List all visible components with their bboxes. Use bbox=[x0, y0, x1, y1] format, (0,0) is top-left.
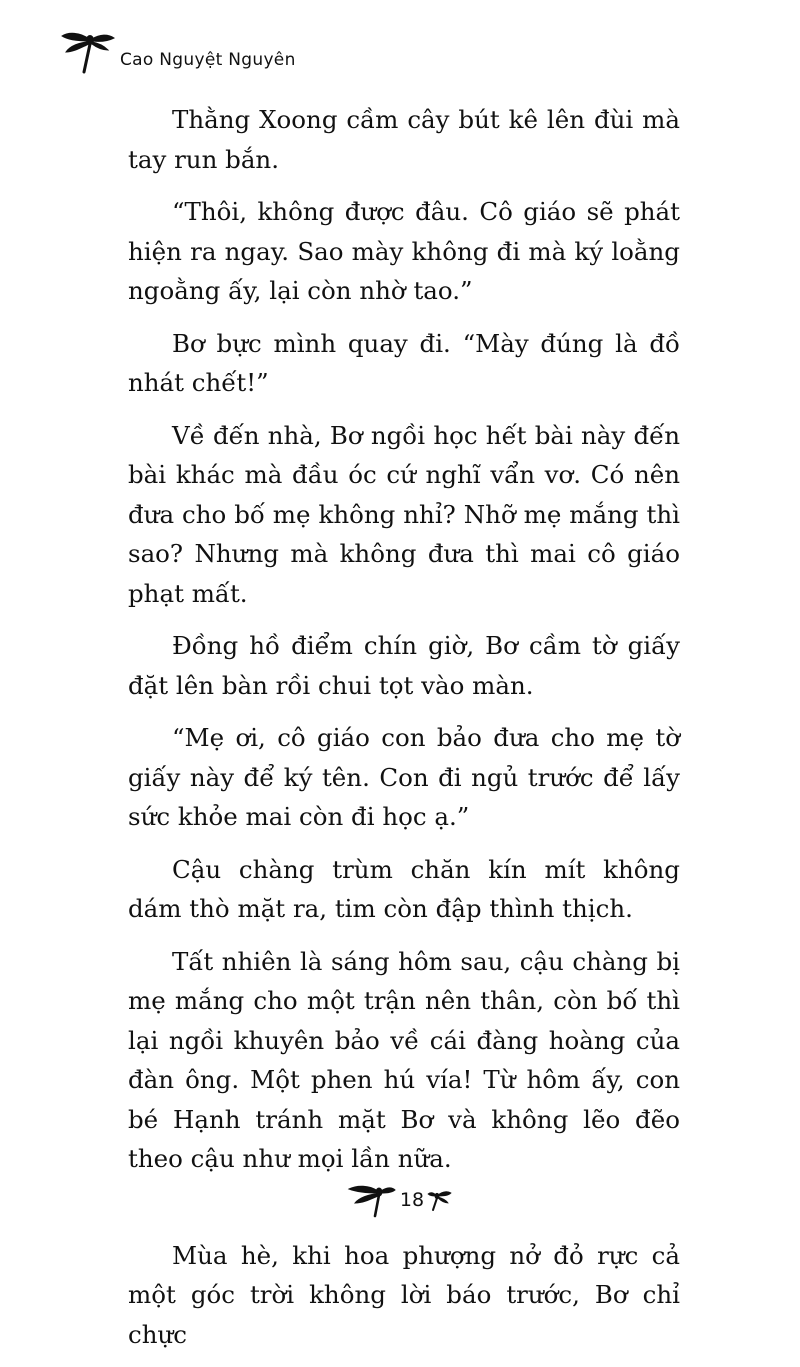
author-name: Cao Nguyệt Nguyên bbox=[120, 50, 296, 70]
paragraph: Bơ bực mình quay đi. “Mày đúng là đồ nhát chết!” bbox=[128, 328, 680, 397]
dragonfly-icon bbox=[60, 26, 116, 78]
paragraph: Cậu chàng trùm chăn kín mít không dám thò mặt ra, tim còn đập thình thịch. bbox=[128, 854, 680, 923]
page-header bbox=[60, 22, 296, 82]
page-number: 18 bbox=[399, 1189, 425, 1211]
paragraph: “Mẹ ơi, cô giáo con bảo đưa cho mẹ tờ giấy này để ký tên. Con đi ngủ trước để lấy sức khỏe mai còn đi học ạ.” bbox=[128, 723, 680, 831]
paragraph: “Thôi, không được đâu. Cô giáo sẽ phát hiện ra ngay. Sao mày không đi mà ký loằng ngoằng ấy, lại còn nhờ tao.” bbox=[128, 197, 680, 305]
paragraph: Về đến nhà, Bơ ngồi học hết bài này đến bài khác mà đầu óc cứ nghĩ vẩn vơ. Có nên đưa cho bố mẹ không nhỉ? Nhỡ mẹ mắng thì sao? Nhưng mà không đưa thì mai cô giáo phạt mất. bbox=[128, 420, 680, 608]
paragraph: Thằng Xoong cầm cây bút kê lên đùi mà tay run bắn. bbox=[128, 105, 680, 174]
page-footer bbox=[0, 1180, 800, 1220]
dragonfly-icon bbox=[347, 1180, 397, 1220]
paragraph: Tất nhiên là sáng hôm sau, cậu chàng bị mẹ mắng cho một trận nên thân, còn bố thì lại ngồi khuyên bảo về cái đàng hoàng của đàn ông. Một phen hú vía! Từ hôm ấy, con bé Hạnh tránh mặt Bơ và không lẽo đẽo theo cậu như mọi lần nữa. bbox=[128, 946, 680, 1173]
paragraph: Đồng hồ điểm chín giờ, Bơ cầm tờ giấy đặt lên bàn rồi chui tọt vào màn. bbox=[128, 631, 680, 700]
page-body bbox=[128, 100, 680, 1367]
small-dragonfly-icon bbox=[427, 1187, 453, 1213]
paragraph: Mùa hè, khi hoa phượng nở đỏ rực cả một góc trời không lời báo trước, Bơ chỉ chực bbox=[128, 1240, 680, 1349]
